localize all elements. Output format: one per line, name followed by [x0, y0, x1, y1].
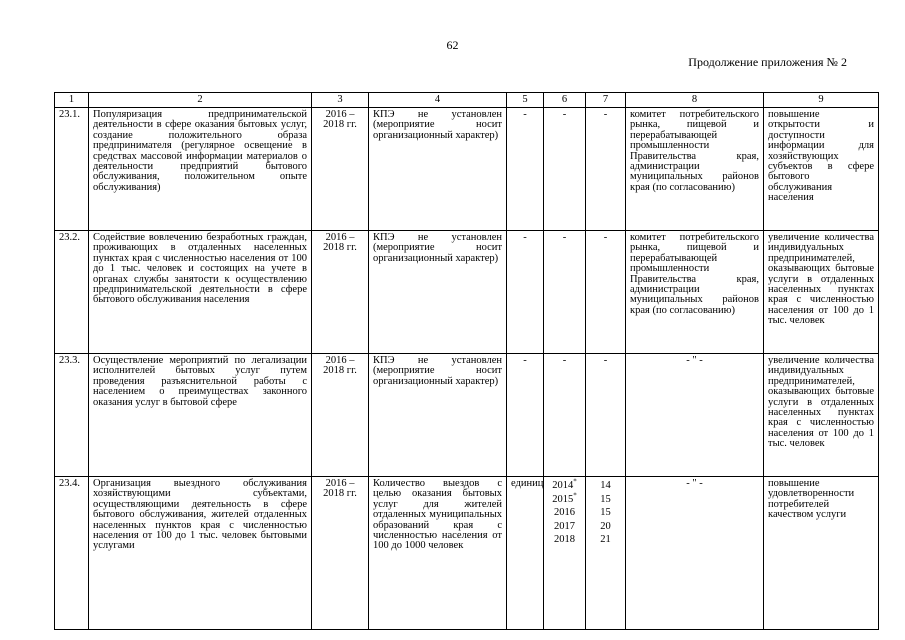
period-cell: 2016 – 2018 гг. [312, 108, 369, 231]
activity-cell: Содействие вовлечению безработных граждан, проживающих в отдаленных населенных пунктах края с численностью населения от 100 до 1 тыс. человек и состоящих на учете в органах службы занятости к осуществлению предпринимательской деятельности в сфере бытового обслуживания населения [89, 231, 312, 354]
year-list [544, 477, 586, 630]
indicator-cell: КПЭ не установлен (мероприятие носит организационный характер) [369, 354, 507, 477]
year-item: 2015* [552, 491, 577, 505]
value-item: 15 [600, 507, 611, 518]
continuation-caption: Продолжение приложения № 2 [688, 55, 847, 69]
measures-table [54, 92, 879, 630]
year-cell: - [544, 108, 586, 231]
row-number: 23.2. [55, 231, 89, 354]
period-cell: 2016 – 2018 гг. [312, 477, 369, 630]
table-row [55, 231, 879, 354]
result-cell: повышение открытости и доступности информации для хозяйствующих субъектов в сфере бытового обслуживания населения [764, 108, 879, 231]
year-item: 2014* [552, 477, 577, 491]
unit-cell: - [507, 354, 544, 477]
executor-cell: комитет потребительского рынка, пищевой и перерабатывающей промышленности Правительства края, администрации муниципальных районов края (по согласованию) [626, 231, 764, 354]
period-cell: 2016 – 2018 гг. [312, 231, 369, 354]
table-row [55, 354, 879, 477]
unit-cell: - [507, 231, 544, 354]
column-header: 5 [507, 93, 544, 108]
column-header: 2 [89, 93, 312, 108]
year-item: 2018 [554, 534, 575, 545]
value-cell: - [586, 108, 626, 231]
year-cell: - [544, 231, 586, 354]
value-cell: - [586, 231, 626, 354]
column-header: 9 [764, 93, 879, 108]
unit-cell: - [507, 108, 544, 231]
executor-cell: комитет потребительского рынка, пищевой и перерабатывающей промышленности Правительства края, администрации муниципальных районов края (по согласованию) [626, 108, 764, 231]
page-number: 62 [446, 38, 459, 52]
value-list [586, 477, 626, 630]
value-cell: - [586, 354, 626, 477]
column-header: 3 [312, 93, 369, 108]
value-item: 14 [600, 480, 611, 491]
column-header: 8 [626, 93, 764, 108]
result-cell: увеличение количества индивидуальных предпринимателей, оказывающих бытовые услуги в отдаленных населенных пунктах края с численностью населения от 100 до 1 тыс. человек [764, 354, 879, 477]
indicator-cell: КПЭ не установлен (мероприятие носит организационный характер) [369, 108, 507, 231]
unit-cell: единиц [507, 477, 544, 630]
indicator-cell: Количество выездов с целью оказания бытовых услуг для жителей отдаленных муниципальных образований края с численностью населения от 100 до 1000 человек [369, 477, 507, 630]
row-number: 23.1. [55, 108, 89, 231]
executor-cell: - " - [626, 354, 764, 477]
row-number: 23.4. [55, 477, 89, 630]
activity-cell: Популяризация предпринимательской деятельности в сфере оказания бытовых услуг, создание положительного образа предпринимателя (регулярное освещение в средствах массовой информации материалов о деятельности предприятий бытового обслуживания, положительном опыте обслуживания) [89, 108, 312, 231]
column-header: 6 [544, 93, 586, 108]
year-cell: - [544, 354, 586, 477]
table-header-row [55, 93, 879, 108]
value-item: 21 [600, 534, 611, 545]
executor-cell: - " - [626, 477, 764, 630]
activity-cell: Организация выездного обслуживания хозяйствующими субъектами, осуществляющими деятельность в сфере бытового обслуживания, жителей отдаленных населенных пунктов края с численностью населения от 100 до 1 тыс. человек бытовыми услугами [89, 477, 312, 630]
indicator-cell: КПЭ не установлен (мероприятие носит организационный характер) [369, 231, 507, 354]
year-item: 2016 [554, 507, 575, 518]
column-header: 4 [369, 93, 507, 108]
column-header: 1 [55, 93, 89, 108]
period-cell: 2016 – 2018 гг. [312, 354, 369, 477]
result-cell: увеличение количества индивидуальных предпринимателей, оказывающих бытовые услуги в отдаленных населенных пунктах края с численностью населения от 100 до 1 тыс. человек [764, 231, 879, 354]
table-row [55, 108, 879, 231]
table-row [55, 477, 879, 630]
year-item: 2017 [554, 520, 575, 532]
result-cell: повышение удовлетворенности потребителей качеством услуги [764, 477, 879, 630]
activity-cell: Осуществление мероприятий по легализации исполнителей бытовых услуг путем проведения разъяснительной работы с населением о преимуществах законного оказания услуг в бытовой сфере [89, 354, 312, 477]
value-item: 20 [600, 520, 611, 532]
column-header: 7 [586, 93, 626, 108]
row-number: 23.3. [55, 354, 89, 477]
value-item: 15 [600, 493, 611, 505]
